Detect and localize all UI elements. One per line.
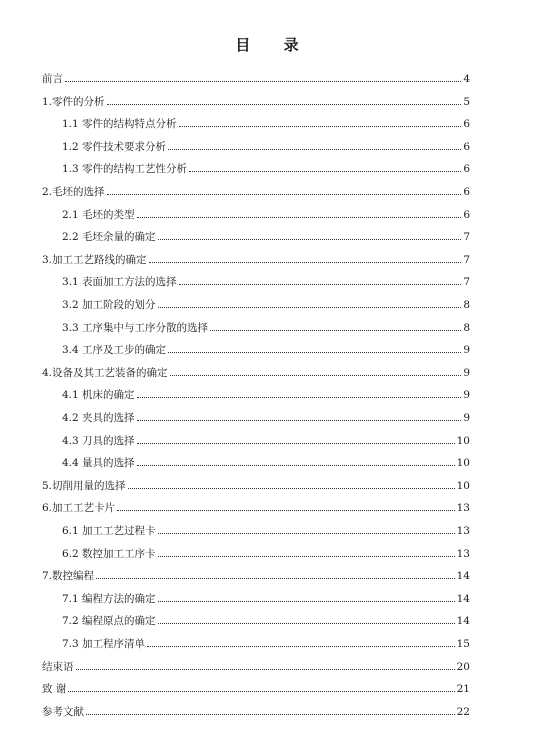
dot-leader [158, 228, 462, 240]
toc-entry[interactable] [62, 612, 470, 630]
toc-entry[interactable] [62, 341, 470, 359]
toc-entry[interactable] [62, 206, 470, 224]
toc-entry-label: 3.4 工序及工步的确定 [62, 344, 167, 357]
dot-leader [137, 432, 455, 444]
toc-entry-page-number: 21 [456, 683, 470, 696]
toc-entry-label: 参考文献 [42, 705, 84, 718]
toc-entry-page-number: 13 [456, 525, 470, 537]
toc-entry-label: 1.零件的分析 [42, 95, 105, 108]
dot-leader [158, 545, 455, 557]
toc-entry-page-number: 15 [456, 638, 470, 650]
toc-entry-page-number: 20 [456, 660, 470, 673]
toc-entry[interactable] [42, 251, 470, 269]
dot-leader [189, 160, 461, 172]
toc-entry[interactable] [42, 93, 470, 111]
toc-entry[interactable] [42, 680, 470, 698]
toc-entry-page-number: 7 [463, 276, 470, 289]
toc-entry-label: 6.2 数控加工工序卡 [62, 547, 156, 560]
toc-entry-label: 3.3 工序集中与工序分散的选择 [62, 321, 209, 334]
dot-leader [137, 386, 462, 398]
dot-leader [137, 409, 462, 421]
toc-entry[interactable] [62, 635, 470, 653]
toc-entry-label: 4.4 量具的选择 [62, 457, 135, 470]
toc-entry[interactable] [42, 477, 470, 495]
dot-leader [68, 680, 454, 692]
toc-entry-page-number: 9 [463, 366, 470, 379]
dot-leader [128, 477, 455, 489]
toc-entry-page-number: 9 [463, 412, 470, 424]
toc-entry-page-number: 14 [456, 592, 470, 605]
toc-entry-label: 2.2 毛坯余量的确定 [62, 231, 156, 244]
toc-entry-page-number: 4 [463, 73, 470, 85]
toc-entry-page-number: 5 [463, 95, 470, 108]
toc-entry-label: 7.数控编程 [42, 570, 95, 583]
toc-entry[interactable] [62, 522, 470, 540]
dot-leader [137, 454, 455, 466]
toc-entry-label: 致 谢 [42, 683, 67, 696]
dot-leader [117, 499, 455, 511]
toc-entry[interactable] [62, 160, 470, 178]
toc-entry[interactable] [62, 454, 470, 472]
dot-leader [170, 364, 462, 376]
toc-entry[interactable] [42, 658, 470, 676]
dot-leader [179, 273, 462, 285]
dot-leader [147, 635, 455, 647]
toc-entry-label: 1.1 零件的结构特点分析 [62, 118, 177, 131]
toc-entry-label: 4.1 机床的确定 [62, 389, 135, 402]
toc-entry-label: 6.加工工艺卡片 [42, 502, 116, 515]
dot-leader [168, 138, 461, 150]
toc-entry-label: 5.切削用量的选择 [42, 479, 126, 492]
toc-entry[interactable] [62, 296, 470, 314]
toc-entry[interactable] [62, 590, 470, 608]
toc-entry[interactable] [62, 545, 470, 563]
dot-leader [158, 612, 455, 624]
toc-entry-page-number: 13 [456, 547, 470, 560]
toc-entry-page-number: 9 [463, 389, 470, 402]
toc-entry[interactable] [42, 364, 470, 382]
toc-entry[interactable] [62, 386, 470, 404]
toc-entry-page-number: 6 [463, 186, 470, 198]
toc-entry-page-number: 6 [463, 118, 470, 131]
toc-entry[interactable] [62, 115, 470, 133]
dot-leader [158, 522, 455, 534]
toc-entry-label: 3.1 表面加工方法的选择 [62, 276, 177, 289]
toc-entry-label: 2.1 毛坯的类型 [62, 208, 135, 221]
toc-entry-page-number: 22 [456, 705, 470, 718]
toc-entry-label: 结束语 [42, 660, 74, 673]
dot-leader [210, 319, 461, 331]
toc-entry[interactable] [42, 703, 470, 721]
dot-leader [86, 703, 455, 715]
toc-entry[interactable] [42, 567, 470, 585]
toc-entry-label: 6.1 加工工艺过程卡 [62, 525, 156, 537]
toc-entry-label: 4.设备及其工艺装备的确定 [42, 366, 168, 379]
toc-entry-label: 2.毛坯的选择 [42, 186, 105, 198]
dot-leader [137, 206, 462, 218]
toc-entry-label: 1.2 零件技术要求分析 [62, 140, 167, 153]
toc-entry-page-number: 8 [463, 299, 470, 311]
dot-leader [168, 341, 461, 353]
toc-entry[interactable] [62, 319, 470, 337]
toc-entry-page-number: 10 [456, 457, 470, 470]
dot-leader [158, 296, 462, 308]
toc-entry[interactable] [62, 409, 470, 427]
dot-leader [76, 658, 455, 670]
toc-entry-page-number: 6 [463, 140, 470, 153]
toc-entry-page-number: 6 [463, 208, 470, 221]
toc-entry-page-number: 10 [456, 479, 470, 492]
toc-entry[interactable] [62, 273, 470, 291]
toc-entry[interactable] [62, 432, 470, 450]
toc-entry-label: 4.3 刀具的选择 [62, 434, 135, 447]
dot-leader [96, 567, 455, 579]
dot-leader [158, 590, 455, 602]
toc-entry-label: 1.3 零件的结构工艺性分析 [62, 163, 188, 176]
toc-entry[interactable] [42, 499, 470, 517]
toc-entry-page-number: 14 [456, 570, 470, 583]
toc-entry[interactable] [42, 183, 470, 201]
dot-leader [107, 93, 462, 105]
dot-leader [179, 115, 462, 127]
dot-leader [65, 70, 461, 82]
toc-entry-page-number: 13 [456, 502, 470, 515]
toc-entry-page-number: 14 [456, 615, 470, 628]
toc-entry-label: 7.2 编程原点的确定 [62, 615, 156, 628]
toc-entry[interactable] [62, 138, 470, 156]
toc-entry-page-number: 9 [463, 344, 470, 357]
toc-entry-label: 4.2 夹具的选择 [62, 412, 135, 424]
page-title: 目 录 [235, 36, 313, 54]
dot-leader [149, 251, 462, 263]
toc-entry-page-number: 7 [463, 231, 470, 244]
toc-entry-label: 3.加工工艺路线的确定 [42, 253, 147, 266]
toc-entry-label: 7.1 编程方法的确定 [62, 592, 156, 605]
toc-entry-page-number: 6 [463, 163, 470, 176]
toc-entry-page-number: 8 [463, 321, 470, 334]
toc-entry[interactable] [62, 228, 470, 246]
toc-entry-page-number: 10 [456, 434, 470, 447]
toc-entry-label: 前言 [42, 73, 63, 85]
toc-entry[interactable] [42, 70, 470, 88]
toc-entry-label: 3.2 加工阶段的划分 [62, 299, 156, 311]
dot-leader [107, 183, 462, 195]
toc-entry-label: 7.3 加工程序清单 [62, 638, 146, 650]
toc-entry-page-number: 7 [463, 253, 470, 266]
